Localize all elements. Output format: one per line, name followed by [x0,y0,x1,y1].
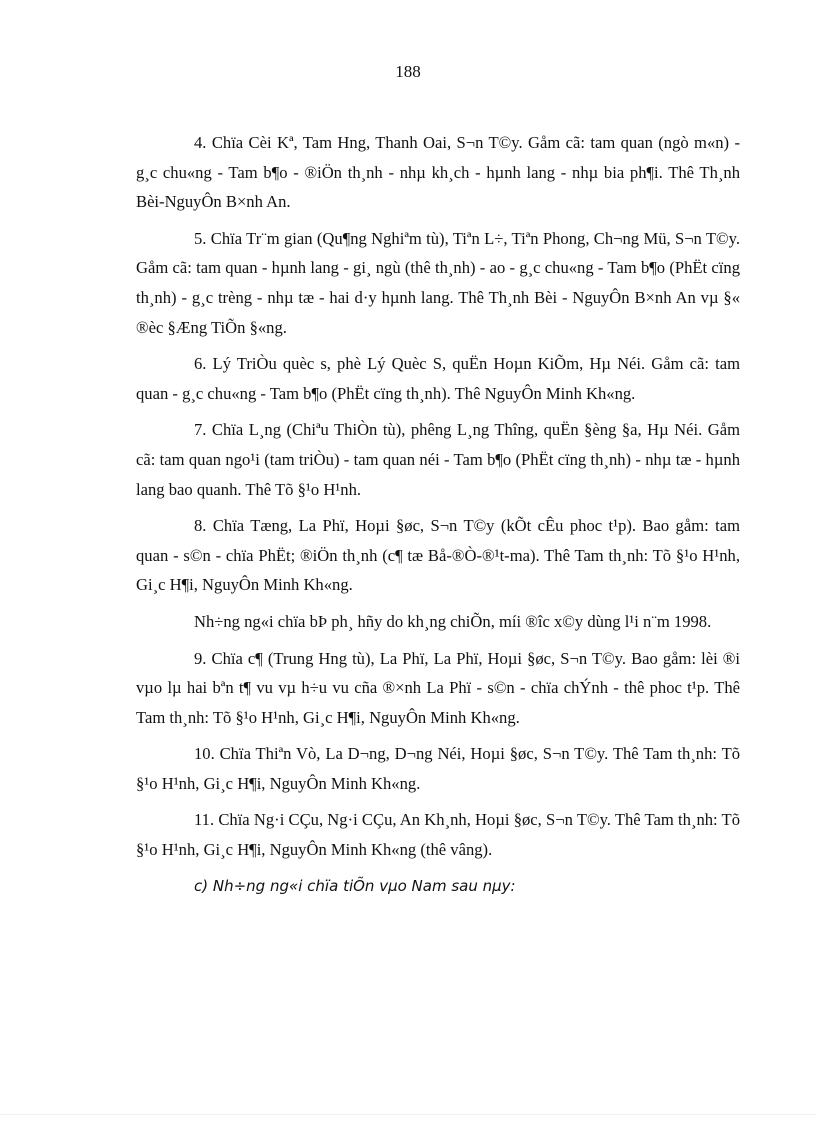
section-subheading: c) Nh÷ng ng«i chïa tiÕn vµo Nam sau nµy: [194,876,516,895]
paragraph-item-7: 7. Chïa L¸ng (Chiªu ThiÒn tù), phêng L¸ng Thîng, quËn §èng §a, Hµ Néi. Gåm cã: tam quan ngo¹i (tam triÒu) - tam quan néi - Tam b¶o (PhËt cïng th¸nh) - nhµ tæ - hµnh lang bao quanh. Thê Tõ §¹o H¹nh. [136,420,740,499]
page-bottom-edge [0,1114,816,1115]
page-number: 188 [395,62,421,81]
body-text [136,128,740,908]
paragraph-item-5: 5. Chïa Tr¨m gian (Qu¶ng Nghiªm tù), Tiªn L÷, Tiªn Phong, Ch¬ng Mü, S¬n T©y. Gåm cã: tam quan - hµnh lang - gi¸ ngù (thê th¸nh) - ao - g¸c chu«ng - Tam b¶o (PhËt cïng th¸nh) - g¸c trèng - nhµ tæ - hai d·y hµnh lang. Thê Th¸nh Bèi - NguyÔn B×nh An vµ §« ®èc §Æng TiÕn §«ng. [136,228,740,337]
paragraph-item-6: 6. Lý TriÒu quèc s, phè Lý Quèc S, quËn Hoµn KiÕm, Hµ Néi. Gåm cã: tam quan - g¸c chu«ng - Tam b¶o (PhËt cïng th¸nh). Thê NguyÔn Minh Kh«ng. [136,354,740,403]
paragraph-item-9: 9. Chïa c¶ (Trung Hng tù), La Phï, La Phï, Hoµi §øc, S¬n T©y. Bao gåm: lèi ®i vµo lµ hai bªn t¶ vu vµ h÷u vu cña ®×nh La Phï - s©n - chïa chÝnh - thê phoc t¹p. Thê Tam th¸nh: Tõ §¹o H¹nh, Gi¸c H¶i, NguyÔn Minh Kh«ng. [136,648,740,727]
paragraph-item-10: 10. Chïa Thiªn Vò, La D¬ng, D¬ng Néi, Hoµi §øc, S¬n T©y. Thê Tam th¸nh: Tõ §¹o H¹nh, Gi¸c H¶i, NguyÔn Minh Kh«ng. [136,744,740,793]
paragraph-note: Nh÷ng ng«i chïa bÞ ph¸ hñy do kh¸ng chiÕn, míi ®îc x©y dùng l¹i n¨m 1998. [194,611,712,631]
paragraph-item-11: 11. Chïa Ng·i CÇu, Ng·i CÇu, An Kh¸nh, Hoµi §øc, S¬n T©y. Thê Tam th¸nh: Tõ §¹o H¹nh, Gi¸c H¶i, NguyÔn Minh Kh«ng (thê vâng). [136,810,740,860]
paragraph-item-8: 8. Chïa Tæng, La Phï, Hoµi §øc, S¬n T©y (kÕt cÊu phoc t¹p). Bao gåm: tam quan - s©n - chïa PhËt; ®iÖn th¸nh (c¶ tæ Bå-®Ò-®¹t-ma). Thê Tam th¸nh: Tõ §¹o H¹nh, Gi¸c H¶i, NguyÔn Minh Kh«ng. [136,516,740,595]
paragraph-item-4: 4. Chïa Cèi Kª, Tam Hng, Thanh Oai, S¬n T©y. Gåm cã: tam quan (ngò m«n) - g¸c chu«ng - Tam b¶o - ®iÖn th¸nh - nhµ kh¸ch - hµnh lang - nhµ bia ph¶i. Thê Th¸nh Bèi-NguyÔn B×nh An. [136,133,740,212]
